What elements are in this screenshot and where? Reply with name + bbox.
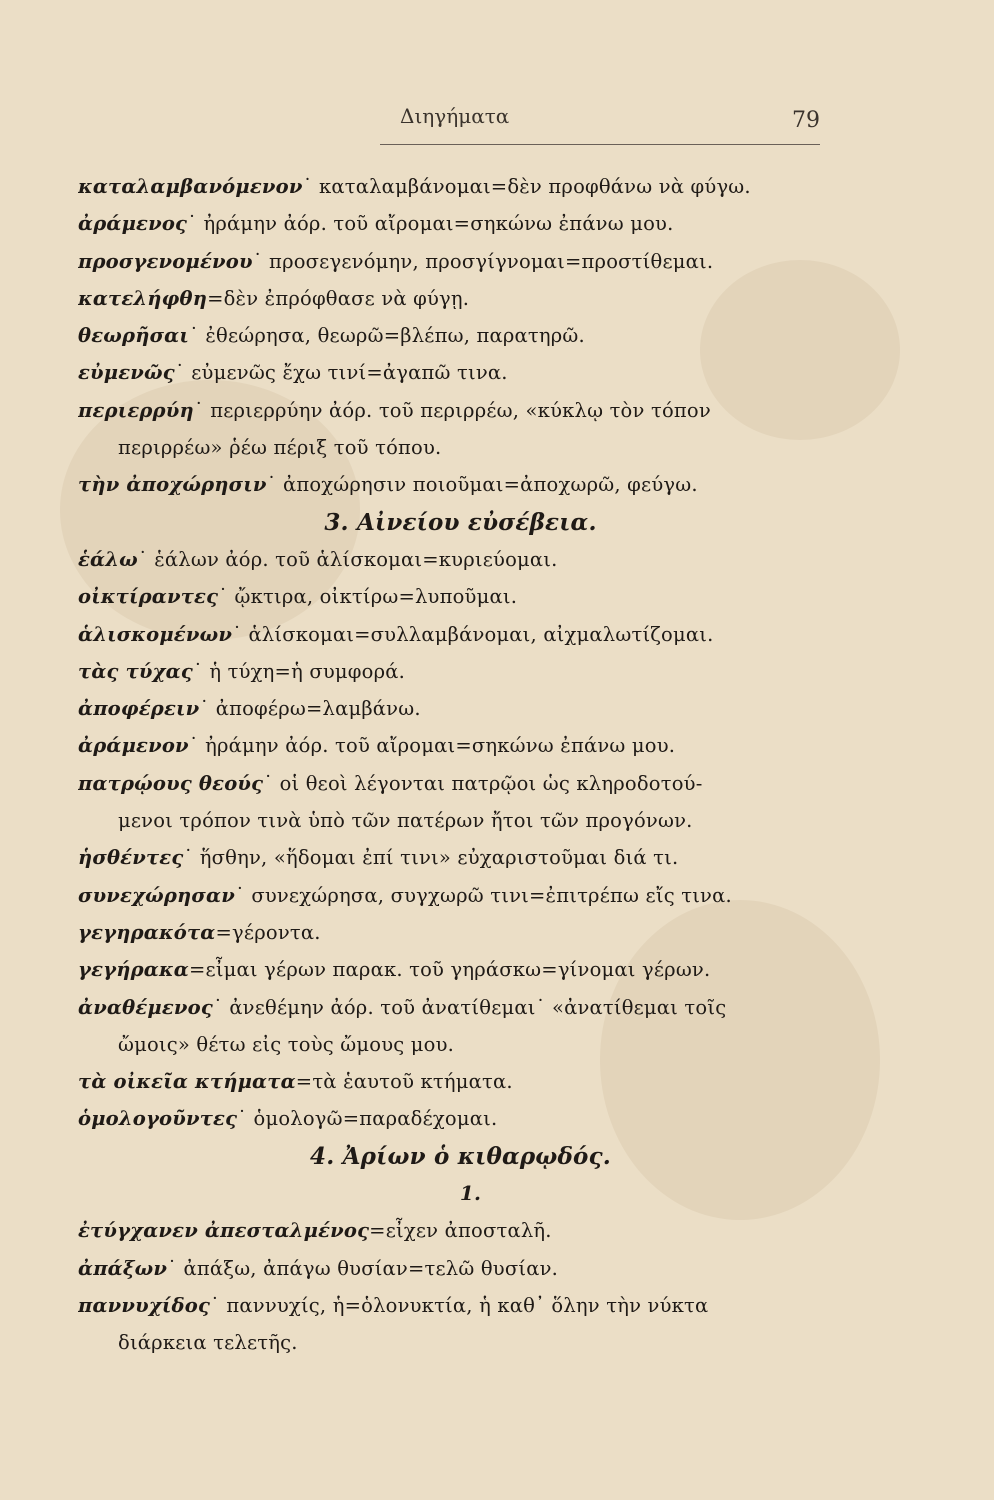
- entry-definition: ἀνεθέμην ἀόρ. τοῦ ἀνατίθεμαι˙ «ἀνατίθεμαι τοῖς: [229, 995, 727, 1019]
- glossary-entry: [78, 280, 823, 317]
- entry-definition: περιερρύην ἀόρ. τοῦ περιρρέω, «κύκλῳ τὸν τόπον: [210, 398, 711, 422]
- entry-headword: περιερρύη: [78, 398, 194, 422]
- entry-definition: =εἶμαι γέρων παρακ. τοῦ γηράσκω=γίνομαι γέρων.: [188, 958, 711, 982]
- header-rule: [380, 144, 820, 145]
- entry-headword: ἡσθέντες: [78, 846, 184, 870]
- entry-headword: κατελήφθη: [78, 286, 208, 310]
- entry-continuation: ὤμοις» θέτω εἰς τοὺς ὤμους μου.: [118, 1032, 455, 1056]
- entry-separator: ˙: [263, 771, 280, 795]
- section-heading: 3. Αἰνείου εὐσέβεια.: [324, 508, 597, 536]
- section-heading: 4. Ἀρίων ὁ κιθαρῳδός.: [310, 1142, 611, 1170]
- entry-definition: =γέροντα.: [215, 920, 321, 944]
- entry-definition: συνεχώρησα, συγχωρῶ τινι=ἐπιτρέπω εἴς τινα.: [251, 883, 732, 907]
- glossary-entry: [78, 877, 823, 914]
- entry-definition: =δὲν ἐπρόφθασε νὰ φύγῃ.: [207, 286, 470, 310]
- entry-headword: ὁμολογοῦντες: [78, 1107, 238, 1131]
- entry-separator: ˙: [192, 659, 210, 683]
- entry-headword: τὴν ἀποχώρησιν: [78, 473, 267, 497]
- subsection-number: 1.: [459, 1181, 482, 1206]
- entry-headword: γεγηρακότα: [78, 920, 216, 944]
- entry-headword: καταλαμβανόμενον: [78, 175, 303, 198]
- entry-continuation: διάρκεια τελετῆς.: [118, 1331, 298, 1355]
- entry-definition: οἱ θεοὶ λέγονται πατρῷοι ὡς κληροδοτού-: [279, 771, 703, 795]
- entry-headword: εὐμενῶς: [78, 361, 175, 385]
- entry-headword: πατρῴους θεούς: [78, 771, 264, 795]
- entry-definition: ὁμολογῶ=παραδέχομαι.: [253, 1107, 498, 1131]
- entry-separator: ˙: [199, 697, 216, 721]
- entry-headword: ἀπάξων: [78, 1256, 168, 1280]
- entry-definition: προσεγενόμην, προσγίγνομαι=προστίθεμαι.: [269, 249, 714, 273]
- entry-separator: ˙: [167, 1256, 184, 1280]
- glossary-entry: [78, 205, 823, 242]
- glossary-entry: [78, 243, 823, 280]
- glossary-entry: [78, 727, 823, 764]
- entry-separator: ˙: [187, 212, 204, 236]
- glossary-entry: [78, 1212, 823, 1249]
- glossary-entry: [78, 1250, 823, 1287]
- entry-definition: ᾤκτιρα, οἰκτίρω=λυποῦμαι.: [234, 585, 518, 609]
- entry-headword: ἁλισκομένων: [78, 622, 233, 646]
- entry-separator: ˙: [218, 585, 235, 609]
- entry-separator: ˙: [188, 734, 206, 758]
- entry-continuation: περιρρέω» ῥέω πέριξ τοῦ τόπου.: [118, 436, 442, 460]
- entry-continuation: μενοι τρόπον τινὰ ὑπὸ τῶν πατέρων ἤτοι τῶν προγόνων.: [118, 809, 693, 833]
- entry-definition: παννυχίς, ἡ=ὁλονυκτία, ἡ καθ᾿ ὅλην τὴν νύκτα: [226, 1293, 709, 1317]
- entry-separator: ˙: [302, 175, 319, 198]
- glossary-entry: [78, 168, 823, 205]
- entry-definition: ἠράμην ἀόρ. τοῦ αἴρομαι=σηκώνω ἐπάνω μου.: [203, 212, 674, 236]
- page-number: 79: [792, 108, 820, 133]
- entry-separator: ˙: [183, 846, 200, 870]
- glossary-entry: [78, 839, 823, 876]
- entry-definition: ἀπάξω, ἀπάγω θυσίαν=τελῶ θυσίαν.: [183, 1256, 559, 1280]
- entry-definition: ἐθεώρησα, θεωρῶ=βλέπω, παρατηρῶ.: [205, 324, 585, 348]
- glossary-entry: [78, 317, 823, 354]
- glossary-entry: [78, 541, 823, 578]
- glossary-entry: [78, 1287, 823, 1324]
- page-header: [80, 100, 820, 150]
- glossary-entry: [78, 765, 823, 802]
- running-title: Διηγήματα: [400, 104, 510, 128]
- entry-definition: ἁλίσκομαι=συλλαμβάνομαι, αἰχμαλωτίζομαι.: [248, 622, 714, 646]
- entry-headword: συνεχώρησαν: [78, 883, 235, 907]
- glossary-entry: [78, 466, 823, 503]
- entry-definition: ἠράμην ἀόρ. τοῦ αἴρομαι=σηκώνω ἐπάνω μου.: [205, 734, 676, 758]
- entry-headword: οἰκτίραντες: [78, 585, 219, 609]
- glossary-entry: [78, 354, 823, 391]
- entry-headword: τὰ οἰκεῖα κτήματα: [78, 1070, 296, 1094]
- glossary-entry: [78, 1100, 823, 1137]
- entry-headword: προσγενομένου: [78, 249, 253, 273]
- entry-separator: ˙: [252, 249, 270, 273]
- entry-separator: ˙: [210, 1293, 227, 1317]
- glossary-entry: [78, 616, 823, 653]
- glossary-entries: [78, 168, 823, 1362]
- entry-separator: ˙: [234, 883, 252, 907]
- entry-separator: ˙: [266, 473, 283, 497]
- entry-headword: θεωρῆσαι: [78, 324, 189, 348]
- entry-headword: παννυχίδος: [78, 1293, 211, 1317]
- glossary-entry: [78, 653, 823, 690]
- entry-headword: τὰς τύχας: [78, 659, 193, 683]
- entry-separator: ˙: [232, 622, 249, 646]
- entry-definition: καταλαμβάνομαι=δὲν προφθάνω νὰ φύγω.: [318, 175, 751, 198]
- entry-separator: ˙: [237, 1107, 254, 1131]
- entry-headword: ἐτύγχανεν ἀπεσταλμένος: [78, 1219, 370, 1243]
- entry-headword: ἀναθέμενος: [78, 995, 213, 1019]
- entry-definition: ἡ τύχη=ἡ συμφορά.: [209, 659, 406, 683]
- glossary-entry: [78, 951, 823, 988]
- entry-headword: ἑάλω: [78, 547, 138, 571]
- glossary-entry: [78, 690, 823, 727]
- entry-definition: ἑάλων ἀόρ. τοῦ ἁλίσκομαι=κυριεύομαι.: [154, 547, 558, 571]
- glossary-entry: [78, 989, 823, 1026]
- entry-headword: ἀράμενος: [78, 212, 188, 236]
- entry-separator: ˙: [212, 995, 230, 1019]
- entry-separator: ˙: [137, 547, 155, 571]
- entry-definition: =τὰ ἑαυτοῦ κτήματα.: [295, 1070, 513, 1094]
- entry-definition: ἀποχώρησιν ποιοῦμαι=ἀποχωρῶ, φεύγω.: [282, 473, 698, 497]
- entry-separator: ˙: [174, 361, 192, 385]
- entry-definition: εὐμενῶς ἔχω τινί=ἀγαπῶ τινα.: [191, 361, 508, 385]
- glossary-entry: [78, 914, 823, 951]
- entry-separator: ˙: [189, 324, 206, 348]
- entry-separator: ˙: [193, 398, 211, 422]
- entry-headword: ἀποφέρειν: [78, 697, 200, 721]
- entry-headword: γεγήρακα: [78, 958, 189, 982]
- glossary-entry: [78, 578, 823, 615]
- entry-definition: =εἶχεν ἀποσταλῆ.: [369, 1219, 552, 1243]
- entry-definition: ἀποφέρω=λαμβάνω.: [215, 697, 421, 721]
- glossary-entry: [78, 392, 823, 429]
- entry-headword: ἀράμενον: [78, 734, 189, 758]
- entry-definition: ἥσθην, «ἥδομαι ἐπί τινι» εὐχαριστοῦμαι διά τι.: [199, 846, 679, 870]
- glossary-entry: [78, 1063, 823, 1100]
